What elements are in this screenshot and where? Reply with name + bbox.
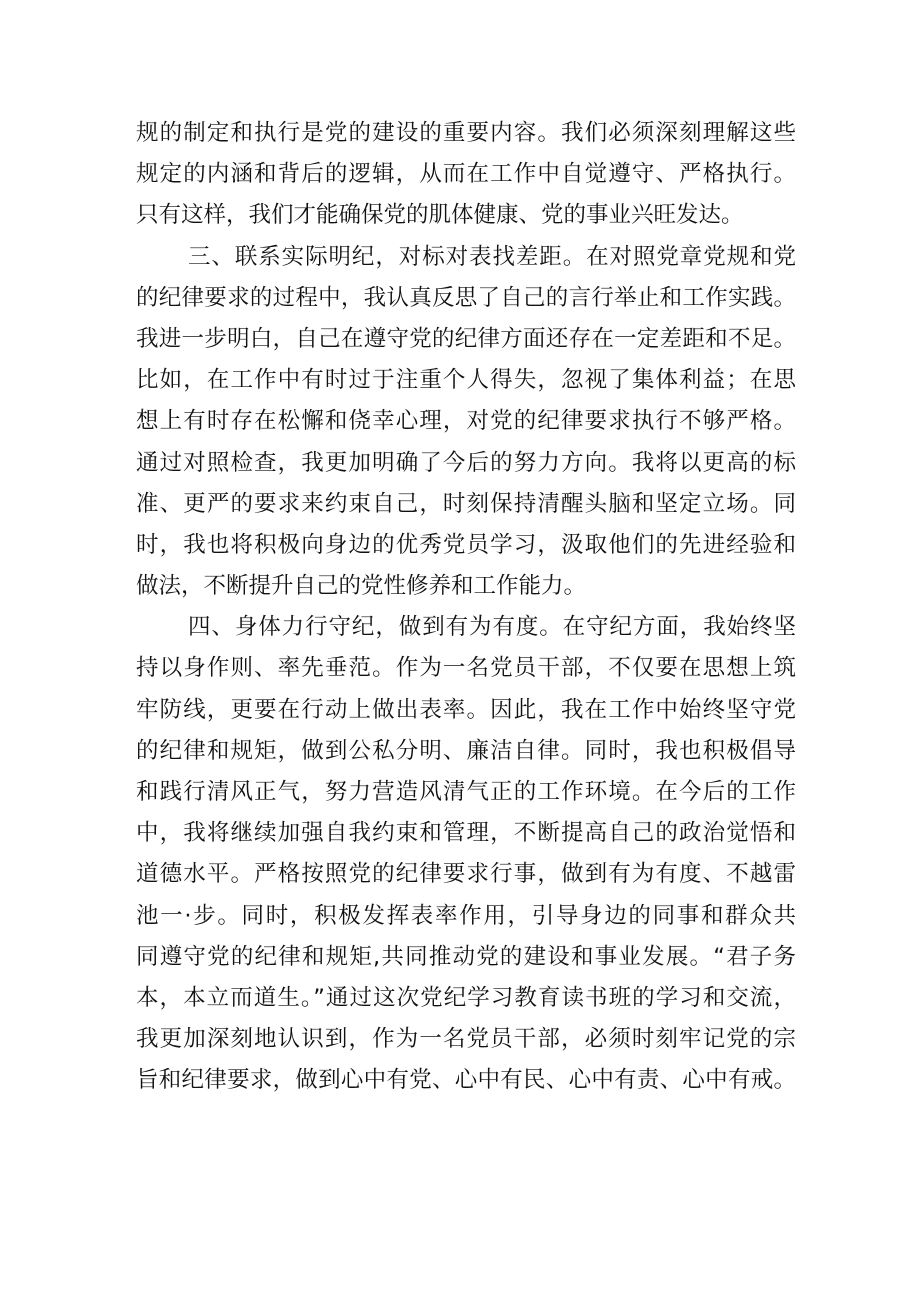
text-line: 道德水平。严格按照党的纪律要求行事，做到有为有度、不越雷 [136,861,796,888]
text-line: 中，我将继续加强自我约束和管理，不断提高自己的政治觉悟和 [136,820,796,847]
text-line: 我进一步明白，自己在遵守党的纪律方面还存在一定差距和不足。 [136,325,796,352]
text-line: 通过对照检查，我更加明确了今后的努力方向。我将以更高的标 [136,449,796,476]
text-line: 做法，不断提升自己的党性修养和工作能力。 [136,573,587,600]
text-line: 池一·步。同时，积极发挥表率作用，引导身边的同事和群众共 [136,902,796,929]
text-line: 想上有时存在松懈和侥幸心理，对党的纪律要求执行不够严格。 [136,408,796,435]
text-line: 比如，在工作中有时过于注重个人得失，忽视了集体利益；在思 [136,367,796,394]
paragraph-start-line: 三、联系实际明纪，对标对表找差距。在对照党章党规和党 [188,243,796,270]
text-line: 的纪律和规矩，做到公私分明、廉洁自律。同时，我也积极倡导 [136,737,796,764]
paragraph-start-line: 四、身体力行守纪，做到有为有度。在守纪方面，我始终坚 [188,614,796,641]
text-line: 本，本立而道生。”通过这次党纪学习教育读书班的学习和交流， [136,984,796,1011]
text-line: 同遵守党的纪律和规矩,共同推动党的建设和事业发展。“君子务 [136,943,796,970]
text-line: 规定的内涵和背后的逻辑，从而在工作中自觉遵守、严格执行。 [136,161,796,188]
text-line: 和践行清风正气，努力营造风清气正的工作环境。在今后的工作 [136,779,796,805]
text-line: 旨和纪律要求，做到心中有党、心中有民、心中有责、心中有戒。 [136,1067,796,1094]
text-line: 规的制定和执行是党的建设的重要内容。我们必须深刻理解这些 [136,120,796,146]
text-line: 牢防线，更要在行动上做出表率。因此，我在工作中始终坚守党 [136,696,796,723]
text-line: 持以身作则、率先垂范。作为一名党员干部，不仅要在思想上筑 [136,655,796,682]
text-line: 我更加深刻地认识到，作为一名党员干部，必须时刻牢记党的宗 [136,1026,796,1053]
text-line: 准、更严的要求来约束自己，时刻保持清醒头脑和坚定立场。同 [136,490,796,517]
text-line: 的纪律要求的过程中，我认真反思了自己的言行举止和工作实践。 [136,284,796,311]
text-line: 时，我也将积极向身边的优秀党员学习，汲取他们的先进经验和 [136,531,796,558]
text-line: 只有这样，我们才能确保党的肌体健康、党的事业兴旺发达。 [136,202,744,229]
body-text [136,113,796,1102]
